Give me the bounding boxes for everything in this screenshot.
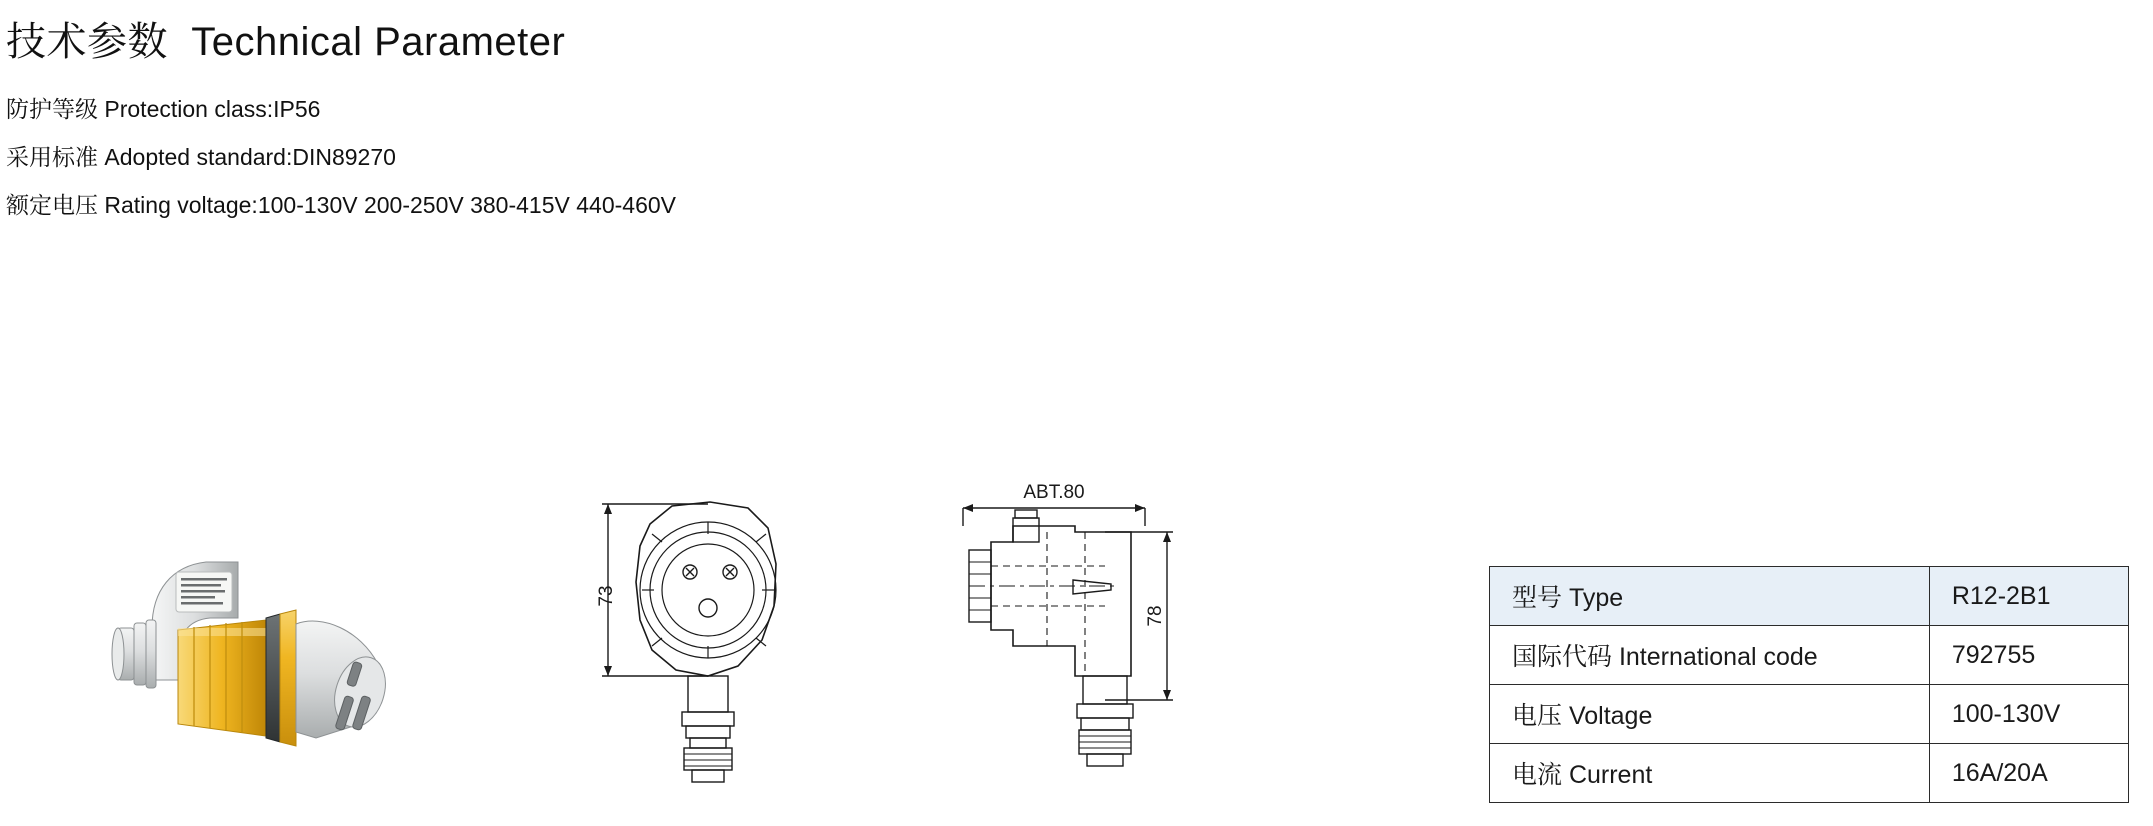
specification-table-body [1490, 567, 2129, 803]
side-view-svg [955, 480, 1255, 810]
product-photo [60, 510, 390, 780]
table-cell-value: 16A/20A [1929, 744, 2128, 803]
front-view-height-label: 73 [596, 585, 617, 607]
table-row [1490, 744, 2129, 803]
page-title: 技术参数 Technical Parameter [6, 20, 566, 64]
specification-table [1489, 566, 2129, 803]
product-photo-image [60, 510, 390, 780]
table-row [1490, 626, 2129, 685]
spec-line-protection-class: 防护等级 Protection class:IP56 [6, 96, 321, 122]
front-view-drawing [590, 490, 850, 810]
table-row [1490, 567, 2129, 626]
table-row [1490, 685, 2129, 744]
technical-parameter-block [6, 10, 676, 229]
front-view-svg [590, 490, 850, 810]
side-view-height-label: 78 [1145, 605, 1166, 627]
table-cell-value: R12-2B1 [1929, 567, 2128, 626]
table-cell-label: 国际代码 International code [1490, 626, 1930, 685]
spec-line-adopted-standard: 采用标准 Adopted standard:DIN89270 [6, 144, 396, 170]
table-cell-label: 型号 Type [1490, 567, 1930, 626]
spec-line-rating-voltage: 额定电压 Rating voltage:100-130V 200-250V 380-415V 440-460V [6, 192, 676, 218]
table-cell-value: 100-130V [1929, 685, 2128, 744]
side-view-drawing [955, 480, 1255, 810]
table-cell-value: 792755 [1929, 626, 2128, 685]
table-cell-label: 电流 Current [1490, 744, 1930, 803]
table-cell-label: 电压 Voltage [1490, 685, 1930, 744]
side-view-width-label: ABT.80 [1023, 482, 1085, 503]
